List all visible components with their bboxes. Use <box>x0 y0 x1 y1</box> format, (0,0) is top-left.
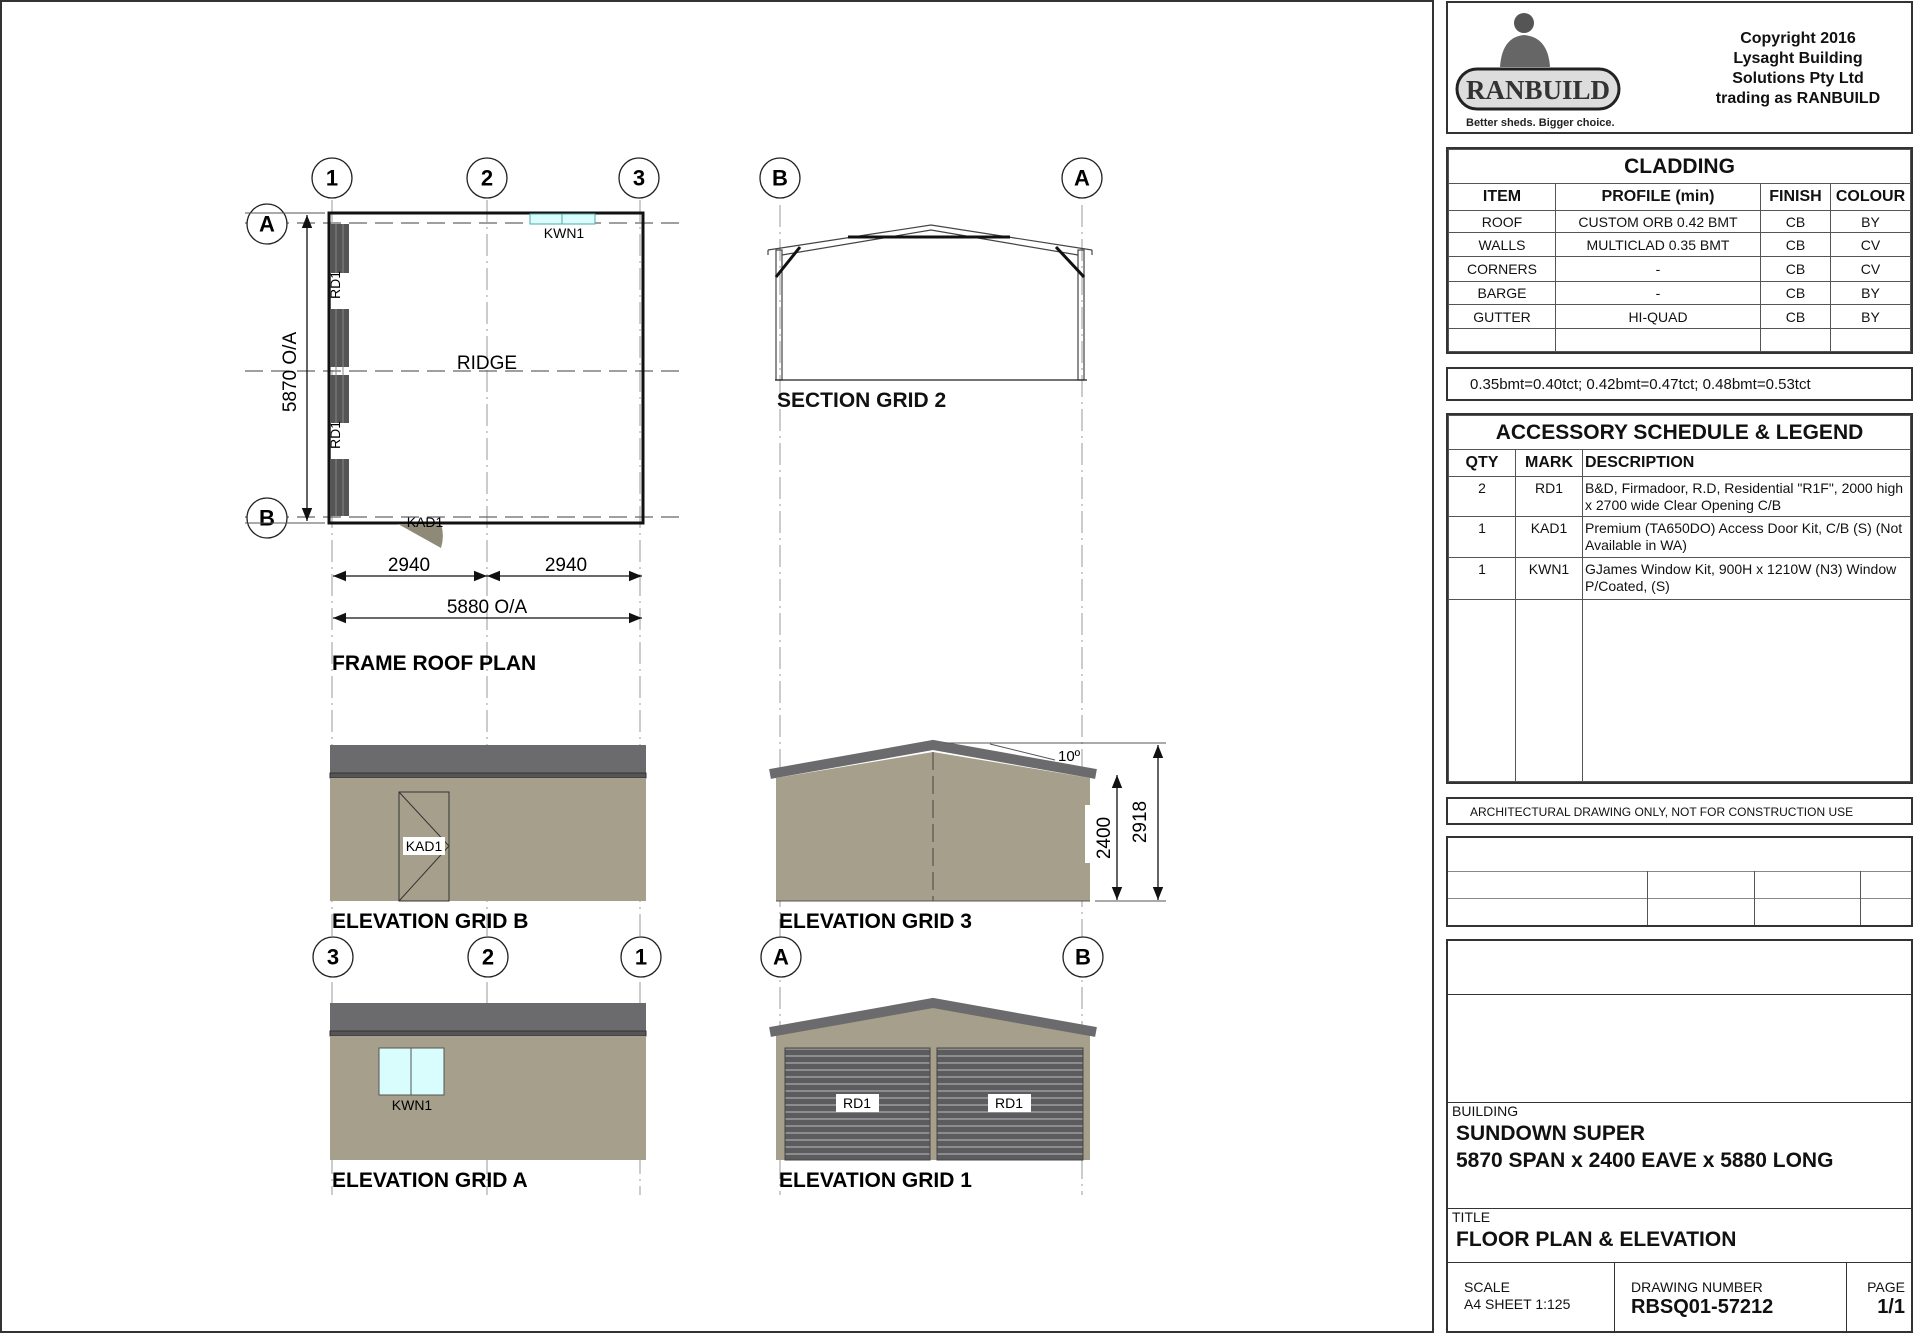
table-row <box>1449 477 1911 517</box>
svg-text:3: 3 <box>326 944 340 970</box>
cell: BY <box>1831 282 1911 305</box>
title-label: TITLE <box>1452 1209 1491 1225</box>
elevation-grid-3 <box>770 743 1166 933</box>
svg-text:ELEVATION GRID 1: ELEVATION GRID 1 <box>779 1169 972 1192</box>
cell: GJames Window Kit, 900H x 1210W (N3) Window P/Coated, (S) <box>1583 558 1911 600</box>
svg-text:RANBUILD: RANBUILD <box>1465 75 1611 105</box>
svg-text:A: A <box>1074 165 1090 191</box>
grid-bubble-3 <box>313 937 353 977</box>
svg-text:KWN1: KWN1 <box>543 225 585 241</box>
elevation-grid-b <box>330 745 646 933</box>
svg-text:5880 O/A: 5880 O/A <box>446 597 528 618</box>
table-row <box>1449 600 1911 782</box>
table-row <box>1449 305 1911 329</box>
cell: KAD1 <box>1516 517 1583 558</box>
frame-roof-plan <box>245 213 643 675</box>
svg-text:ELEVATION GRID A: ELEVATION GRID A <box>332 1169 528 1192</box>
svg-text:RD1: RD1 <box>327 420 343 450</box>
svg-text:3: 3 <box>632 165 646 191</box>
column-header: FINISH <box>1761 184 1831 211</box>
grid-bubble-a <box>247 204 287 244</box>
copyright-line: Copyright 2016 <box>1740 30 1856 47</box>
column-header: ITEM <box>1449 184 1556 211</box>
scale-value: A4 SHEET 1:125 <box>1464 1296 1571 1312</box>
cell: BARGE <box>1449 282 1556 305</box>
cell: CB <box>1761 257 1831 282</box>
cell: 2 <box>1449 477 1516 517</box>
architectural-note: ARCHITECTURAL DRAWING ONLY, NOT FOR CONSTRUCTION USE <box>1446 797 1913 825</box>
grid-bubble-2 <box>468 937 508 977</box>
elevation-grid-a <box>330 1003 646 1192</box>
cell: HI-QUAD <box>1556 305 1761 329</box>
sheet-border <box>1 1 1433 1332</box>
thickness-note: 0.35bmt=0.40tct; 0.42bmt=0.47tct; 0.48bmt=0.53tct <box>1446 367 1913 401</box>
copyright-line: Lysaght Building <box>1733 50 1863 67</box>
svg-text:RD1: RD1 <box>842 1095 872 1111</box>
svg-text:A: A <box>773 944 789 970</box>
table-row <box>1449 517 1911 558</box>
svg-text:2918: 2918 <box>1130 800 1151 844</box>
svg-text:B: B <box>259 505 275 531</box>
svg-text:5870 O/A: 5870 O/A <box>280 331 301 413</box>
cell: B&D, Firmadoor, R.D, Residential "R1F", 2000 high x 2700 wide Clear Opening C/B <box>1583 477 1911 517</box>
accessory-schedule <box>1446 413 1913 784</box>
svg-text:RD1: RD1 <box>327 270 343 300</box>
svg-text:RD1: RD1 <box>994 1095 1024 1111</box>
elevation-grid-1 <box>770 1003 1096 1192</box>
cell: CB <box>1761 233 1831 257</box>
cell: KWN1 <box>1516 558 1583 600</box>
svg-text:SECTION GRID 2: SECTION GRID 2 <box>777 389 947 412</box>
section-bubble-b <box>760 158 800 198</box>
cell: - <box>1556 282 1761 305</box>
revision-table <box>1446 836 1913 927</box>
cell: MULTICLAD 0.35 BMT <box>1556 233 1761 257</box>
cell: CB <box>1761 282 1831 305</box>
cell: ROOF <box>1449 211 1556 233</box>
copyright-line: Solutions Pty Ltd <box>1732 70 1864 87</box>
title-block <box>1446 939 1913 1333</box>
accessory-title: ACCESSORY SCHEDULE & LEGEND <box>1449 416 1911 450</box>
section-bubble-a <box>1062 158 1102 198</box>
grid-bubble-3 <box>619 158 659 198</box>
building-label: BUILDING <box>1452 1103 1519 1119</box>
svg-text:KAD1: KAD1 <box>405 838 443 854</box>
cell: Premium (TA650DO) Access Door Kit, C/B (S) (Not Available in WA) <box>1583 517 1911 558</box>
svg-text:ELEVATION GRID B: ELEVATION GRID B <box>332 910 529 933</box>
drawing-title: FLOOR PLAN & ELEVATION <box>1456 1228 1737 1251</box>
page-number: 1/1 <box>1877 1296 1905 1318</box>
svg-text:2: 2 <box>481 944 495 970</box>
svg-text:ELEVATION GRID 3: ELEVATION GRID 3 <box>779 910 972 933</box>
column-header: MARK <box>1516 450 1583 477</box>
building-size: 5870 SPAN x 2400 EAVE x 5880 LONG <box>1456 1149 1834 1172</box>
svg-text:2940: 2940 <box>544 555 588 576</box>
page-label: PAGE <box>1867 1279 1905 1295</box>
copyright-notice <box>1678 29 1918 109</box>
svg-text:KWN1: KWN1 <box>391 1097 433 1113</box>
cell: WALLS <box>1449 233 1556 257</box>
cell: CUSTOM ORB 0.42 BMT <box>1556 211 1761 233</box>
ranbuild-logo <box>1452 7 1632 132</box>
column-header: PROFILE (min) <box>1556 184 1761 211</box>
cell: RD1 <box>1516 477 1583 517</box>
column-header: COLOUR <box>1831 184 1911 211</box>
cell: CORNERS <box>1449 257 1556 282</box>
svg-text:B: B <box>772 165 788 191</box>
cladding-title: CLADDING <box>1449 150 1911 184</box>
cell: 1 <box>1449 558 1516 600</box>
building-name: SUNDOWN SUPER <box>1456 1122 1646 1145</box>
svg-text:2940: 2940 <box>387 555 431 576</box>
cell: 1 <box>1449 517 1516 558</box>
table-row <box>1449 233 1911 257</box>
cladding-table <box>1446 147 1913 354</box>
cell: BY <box>1831 211 1911 233</box>
svg-text:2400: 2400 <box>1094 816 1115 860</box>
svg-text:10º: 10º <box>1058 748 1081 765</box>
table-row <box>1449 257 1911 282</box>
svg-text:1: 1 <box>634 944 648 970</box>
svg-text:Better sheds. Bigger choice.: Better sheds. Bigger choice. <box>1466 117 1615 129</box>
scale-label: SCALE <box>1464 1279 1510 1295</box>
grid-bubble-1 <box>312 158 352 198</box>
cell: - <box>1556 257 1761 282</box>
logo-box <box>1446 1 1913 134</box>
table-row <box>1449 282 1911 305</box>
svg-text:2: 2 <box>480 165 494 191</box>
column-header: QTY <box>1449 450 1516 477</box>
svg-text:1: 1 <box>325 165 339 191</box>
cell: GUTTER <box>1449 305 1556 329</box>
table-row <box>1449 558 1911 600</box>
svg-text:A: A <box>259 211 275 237</box>
grid-bubble-2 <box>467 158 507 198</box>
copyright-line: trading as RANBUILD <box>1715 90 1881 107</box>
grid-bubble-a <box>761 937 801 977</box>
cell: BY <box>1831 305 1911 329</box>
grid-bubble-b <box>1063 937 1103 977</box>
column-header: DESCRIPTION <box>1583 450 1911 477</box>
svg-text:RIDGE: RIDGE <box>456 353 518 374</box>
table-row <box>1449 211 1911 233</box>
grid-bubble-b <box>247 498 287 538</box>
drawing-number: RBSQ01-57212 <box>1631 1296 1774 1318</box>
drawing-number-label: DRAWING NUMBER <box>1631 1279 1763 1295</box>
svg-text:FRAME ROOF PLAN: FRAME ROOF PLAN <box>332 652 537 675</box>
cell: CB <box>1761 211 1831 233</box>
table-row <box>1449 329 1911 352</box>
section-grid-2 <box>768 225 1092 412</box>
cell: CB <box>1761 305 1831 329</box>
svg-text:KAD1: KAD1 <box>406 514 444 530</box>
grid-bubble-1 <box>621 937 661 977</box>
svg-text:B: B <box>1075 944 1091 970</box>
cell: CV <box>1831 257 1911 282</box>
cell: CV <box>1831 233 1911 257</box>
